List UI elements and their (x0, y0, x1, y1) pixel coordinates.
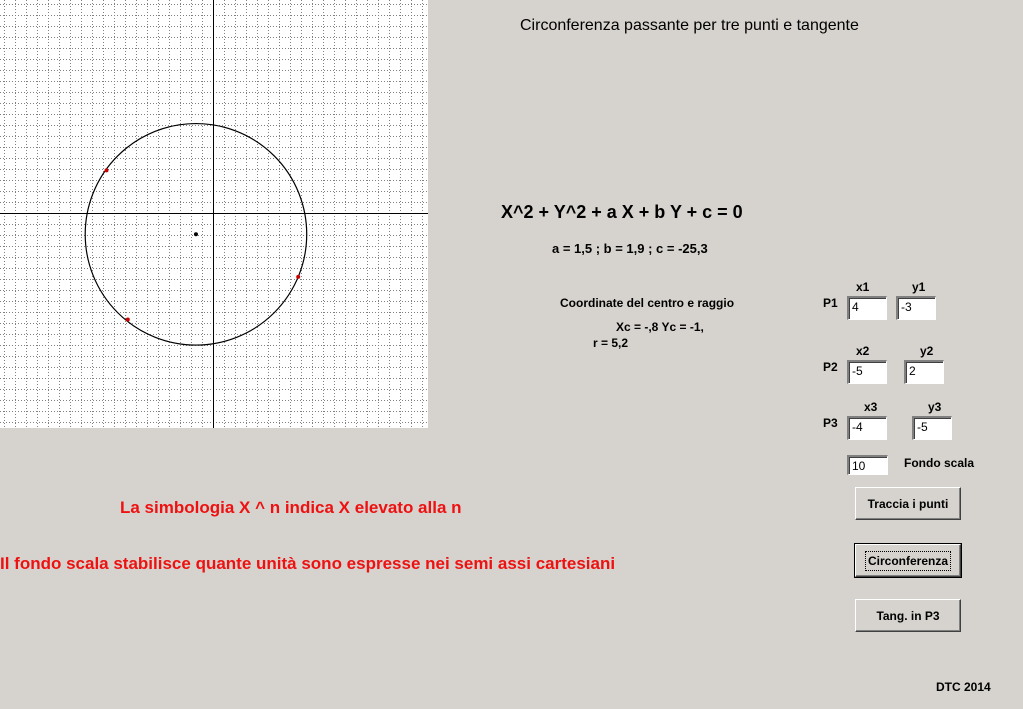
circle-button-label: Circonferenza (867, 553, 949, 568)
cartesian-plot (0, 0, 428, 428)
x3-input[interactable]: -4 (847, 416, 887, 440)
center-values: Xc = -,8 Yc = -1, (616, 320, 704, 334)
symbol-note: La simbologia X ^ n indica X elevato alla n (120, 498, 462, 517)
y3-input[interactable]: -5 (912, 416, 952, 440)
scale-label: Fondo scala (904, 456, 975, 470)
x1-label: x1 (856, 280, 870, 294)
y1-input[interactable]: -3 (896, 296, 936, 320)
y3-label: y3 (928, 400, 942, 414)
p3-label: P3 (823, 416, 838, 430)
x2-input[interactable]: -5 (847, 360, 887, 384)
data-point-p1 (296, 275, 300, 279)
tangent-button[interactable] (855, 599, 961, 632)
y2-input[interactable]: 2 (904, 360, 944, 384)
plot-svg (0, 0, 428, 428)
circle-button[interactable] (855, 544, 961, 577)
footer-credit: DTC 2014 (936, 680, 991, 694)
center-header: Coordinate del centro e raggio (560, 296, 735, 310)
scale-note: Il fondo scala stabilisce quante unità sono espresse nei semi assi cartesiani (0, 554, 616, 573)
data-point-p2 (105, 168, 109, 172)
data-point-p3 (126, 318, 130, 322)
circle-center-point (194, 232, 198, 236)
x3-label: x3 (864, 400, 878, 414)
y1-label: y1 (912, 280, 926, 294)
p1-label: P1 (823, 296, 838, 310)
x1-input[interactable]: 4 (847, 296, 887, 320)
scale-input[interactable]: 10 (847, 455, 888, 475)
radius-value: r = 5,2 (593, 336, 629, 350)
y2-label: y2 (920, 344, 934, 358)
page-title: Circonferenza passante per tre punti e tangente (520, 17, 859, 34)
draw-points-button[interactable] (855, 487, 961, 520)
x2-label: x2 (856, 344, 870, 358)
draw-points-button-label: Traccia i punti (867, 496, 949, 511)
circle-equation: X^2 + Y^2 + a X + b Y + c = 0 (501, 202, 743, 222)
coefficients-readout: a = 1,5 ; b = 1,9 ; c = -25,3 (552, 241, 708, 256)
p2-label: P2 (823, 360, 838, 374)
tangent-button-label: Tang. in P3 (876, 608, 940, 623)
